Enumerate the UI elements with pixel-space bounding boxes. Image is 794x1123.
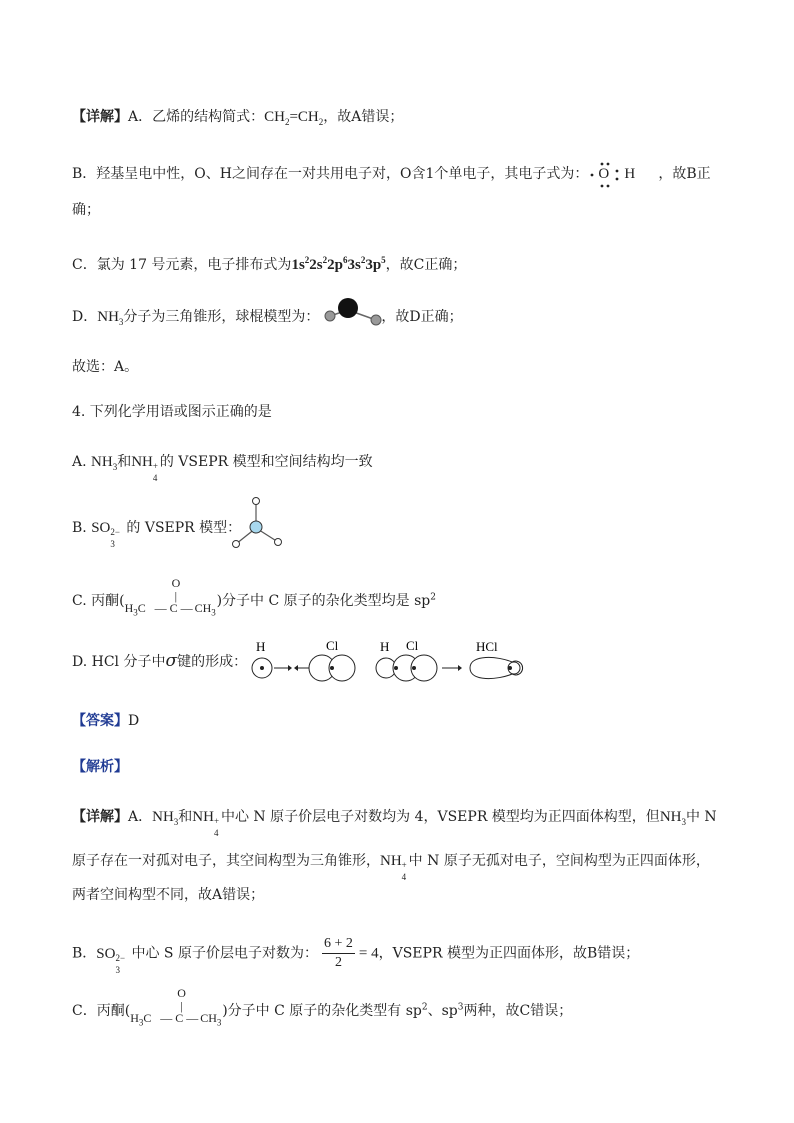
fraction: $\frac{6 + 2}{2}$ (323, 936, 353, 970)
detail2-a-line1: 【详解】A．$NH_3$和NH + 4 中心 N 原子价层电子对数均为 4，VSEPR 模型均为正四面体构型，但$NH_3$中 N (72, 809, 717, 838)
answer-line: 【答案】D (72, 713, 140, 729)
detail1-b-line: B．羟基呈电中性，O、H之间存在一对共用电子对，O含1个单电子，其电子式为： O H ，故B正 (72, 164, 711, 184)
label-cl2: Cl (406, 638, 419, 653)
hydrogen-symbol: H (624, 166, 636, 182)
nh3-formula: $NH_3$ (97, 309, 124, 327)
oxygen-symbol: O (598, 166, 610, 182)
ball-stick-model-diagram (322, 296, 384, 330)
electron-dots-diagram (588, 160, 648, 188)
option-c: C. 丙酮( O | $H_3C$ — C — $CH_3$ )分子中 C 原子的杂化类型均是 $sp^2$ (72, 576, 436, 618)
acetone-structure-2: O | $H_3C$ — C — $CH_3$ (130, 986, 222, 1028)
analysis-label: 【解析】 (72, 759, 128, 775)
label-cl1: Cl (326, 638, 339, 653)
detail1-b-cont: 确； (72, 202, 100, 218)
detail2-c-line: C．丙酮( O | $H_3C$ — C — $CH_3$ )分子中 C 原子的杂化类型有 $sp^2$、$sp^3$两种，故C错误； (72, 986, 573, 1028)
acetone-structure-1: O | $H_3C$ — C — $CH_3$ (124, 576, 216, 618)
detail1-a-text: A．乙烯的结构简式： (128, 109, 265, 125)
option-b: B. SO 2− 3 的 VSEPR 模型： (72, 520, 242, 549)
detail1-c-line: C．氯为 17 号元素，电子排布式为$1s^22s^22p^63s^23p^5$，故C正确； (72, 255, 467, 273)
option-d: D. HCl 分子中σ键的形成： (72, 651, 248, 671)
detail2-a-line3: 两者空间构型不同，故A错误； (72, 887, 265, 903)
detail1-a-line: 【详解】A．乙烯的结构简式：$CH_2=CH_2$，故A错误； (72, 109, 404, 127)
ethylene-formula: $CH_2=CH_2$ (264, 109, 324, 127)
vsepr-model-diagram (228, 496, 288, 552)
sigma-bond-formation-diagram (248, 638, 528, 686)
detail1-choice: 故选：A。 (72, 359, 139, 375)
label-h1: H (256, 639, 266, 654)
hydroxyl-electron-formula (588, 164, 648, 184)
question-stem: 4. 下列化学用语或图示正确的是 (72, 404, 272, 420)
label-hcl: HCl (476, 639, 498, 654)
detail-label: 【详解】 (72, 109, 128, 125)
electron-configuration: $1s^22s^22p^63s^23p^5$ (291, 255, 386, 273)
detail2-b-line: B．SO 2− 3 中心 S 原子价层电子对数为： $\frac{6 + 2}{2}$ = 4，VSEPR 模型为正四面体形，故B错误； (72, 936, 640, 975)
detail2-a-line2: 原子存在一对孤对电子，其空间构型为三角锥形，NH + 4 中 N 原子无孤对电子，空间构型为正四面体形， (72, 853, 710, 882)
detail1-d-line: D．$NH_3$分子为三角锥形，球棍模型为： ，故D正确； (72, 309, 463, 327)
option-a: A. $NH_3$和NH + 4 的 VSEPR 模型和空间结构均一致 (72, 454, 373, 483)
label-h2: H (380, 639, 390, 654)
